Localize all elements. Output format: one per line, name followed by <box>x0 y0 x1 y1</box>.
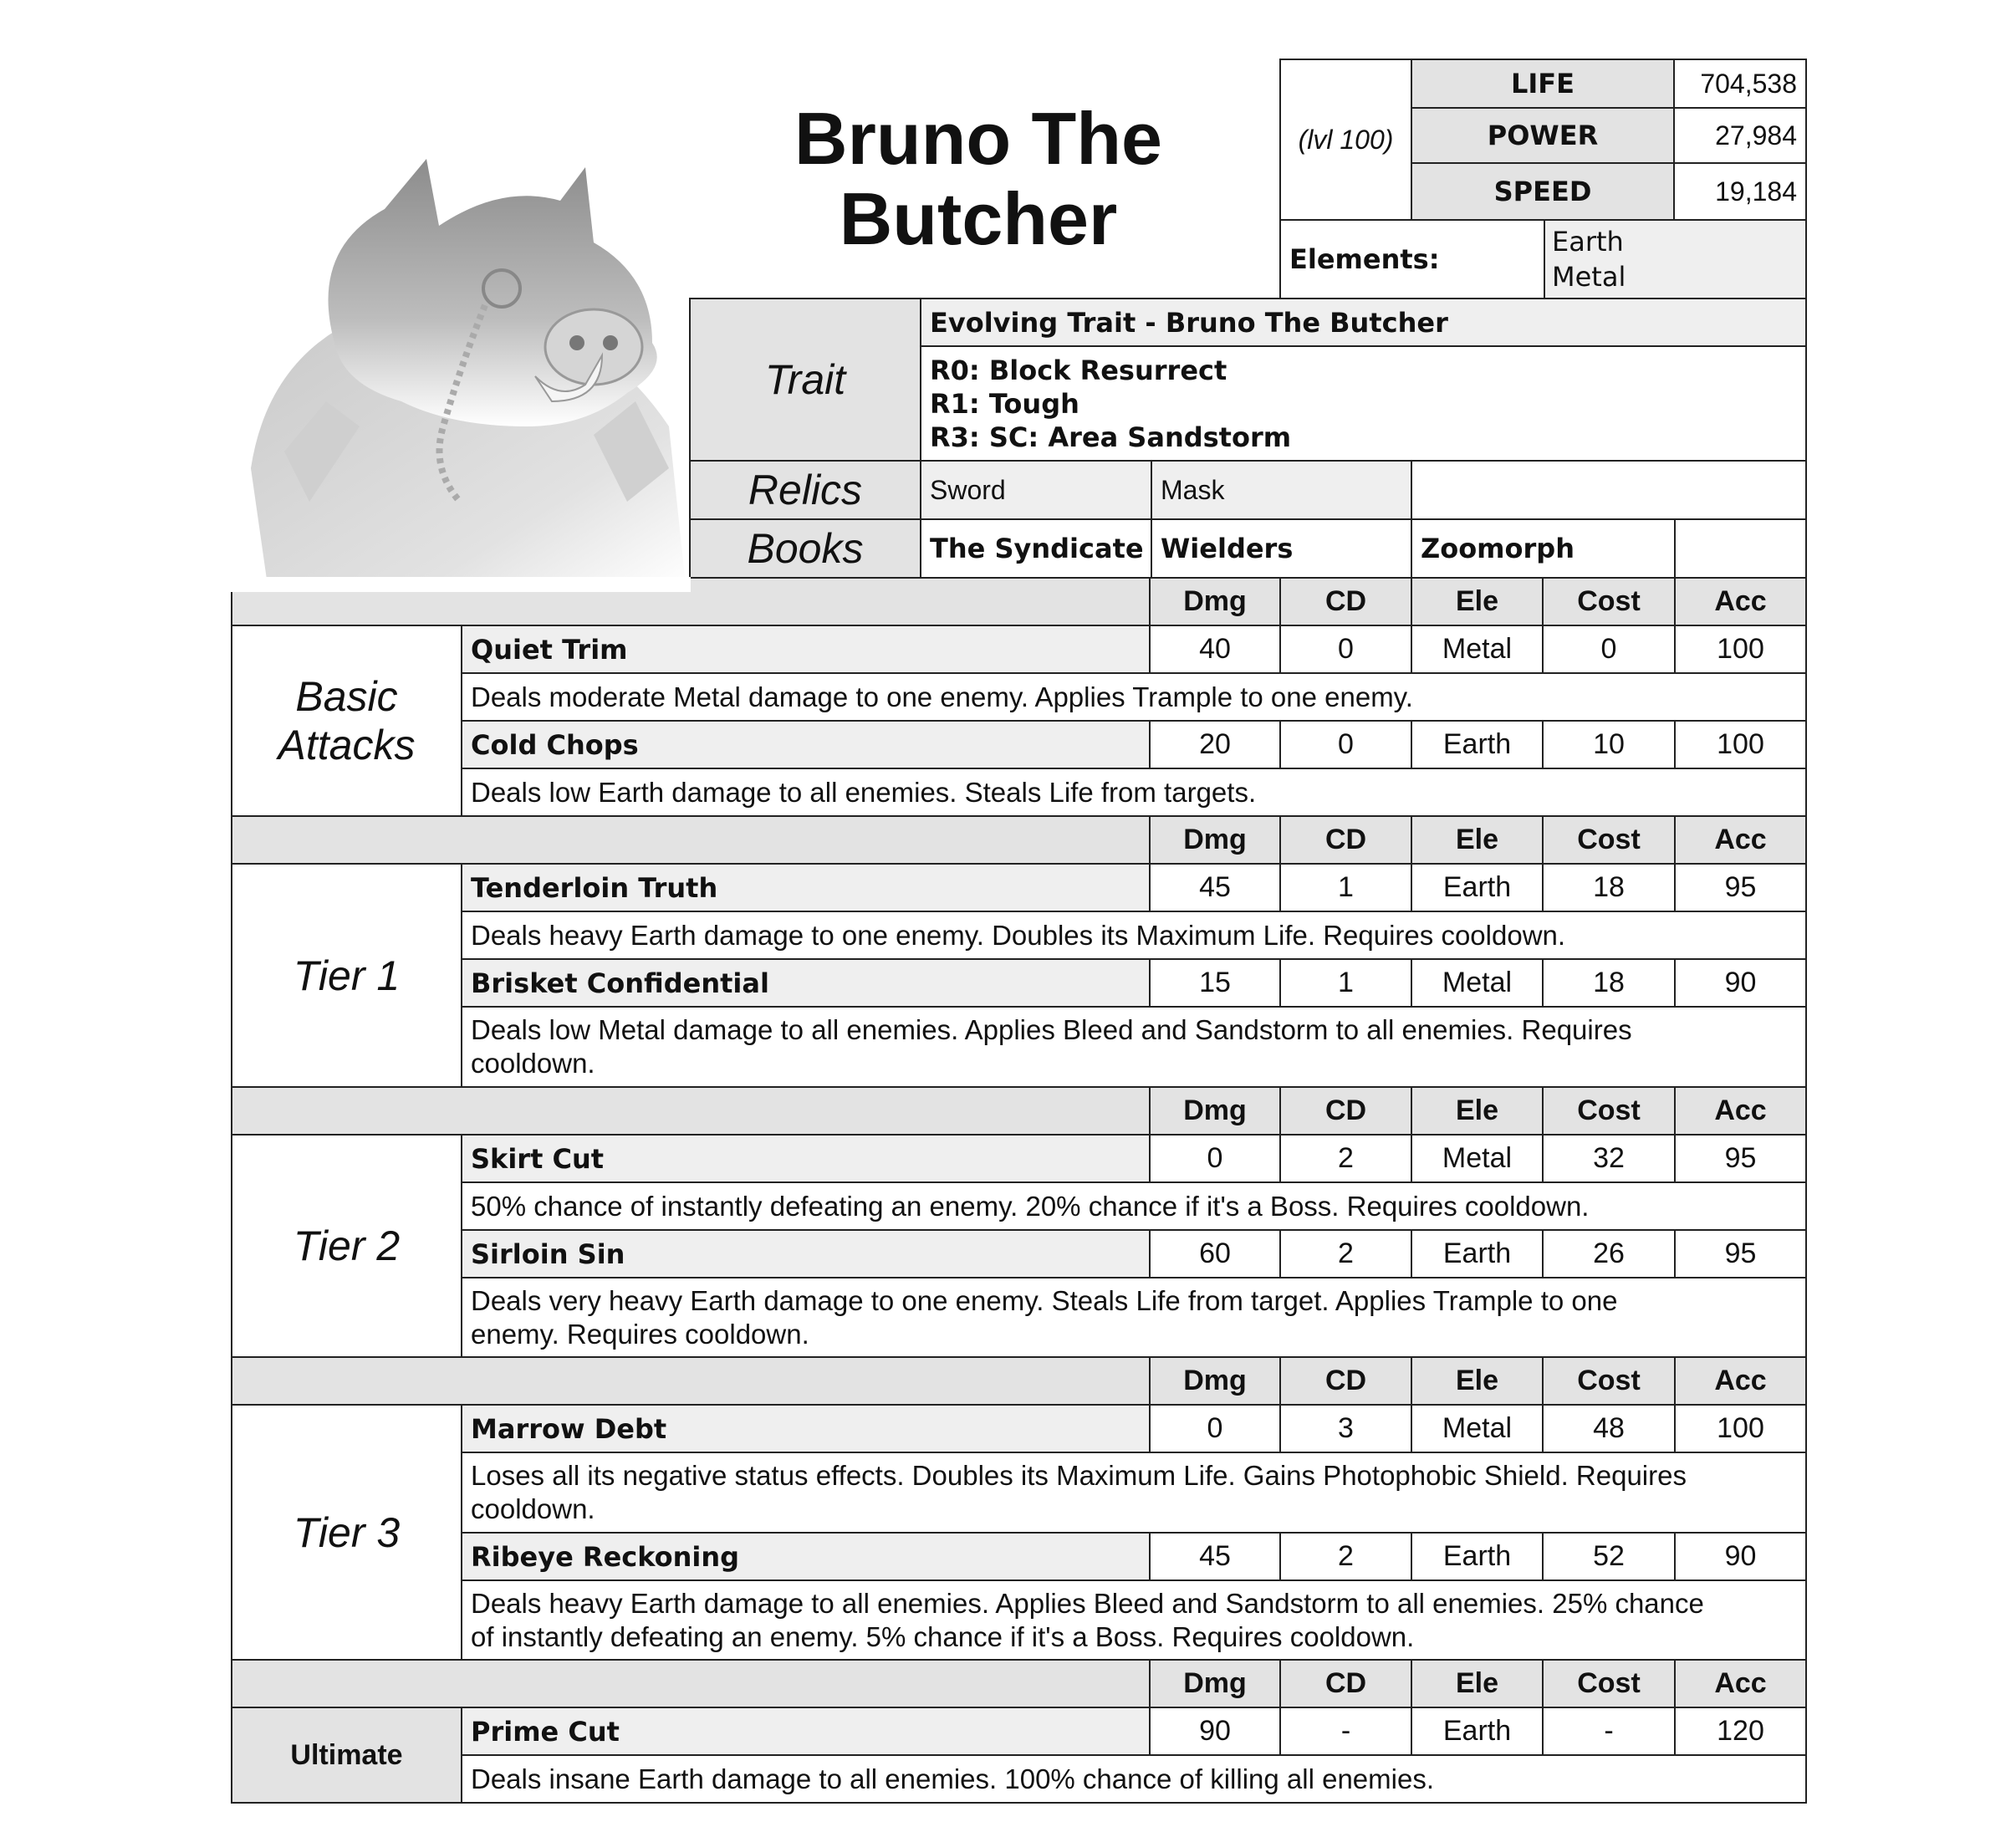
skill-dmg: 60 <box>1149 1229 1281 1278</box>
col-header-acc: Acc <box>1674 1356 1807 1406</box>
skill-dmg: 20 <box>1149 720 1281 769</box>
col-header-cd: CD <box>1279 815 1412 865</box>
skill-name: Prime Cut <box>461 1707 1151 1756</box>
col-header-cost: Cost <box>1542 577 1676 626</box>
trait-title: Evolving Trait - Bruno The Butcher <box>920 298 1807 347</box>
skill-description: 50% chance of instantly defeating an enemy. 20% chance if it's a Boss. Requires cooldown. <box>461 1181 1807 1231</box>
skill-dmg: 0 <box>1149 1134 1281 1183</box>
skill-acc: 90 <box>1674 958 1807 1008</box>
skill-cd: 2 <box>1279 1532 1412 1581</box>
skill-acc: 100 <box>1674 1404 1807 1453</box>
col-header-acc: Acc <box>1674 815 1807 865</box>
relic-mask: Mask <box>1151 460 1412 520</box>
portrait-fade-strip <box>231 577 691 592</box>
skill-ele: Earth <box>1411 720 1544 769</box>
skill-description <box>461 1277 1807 1358</box>
skill-description: Deals heavy Earth damage to one enemy. Doubles its Maximum Life. Requires cooldown. <box>461 911 1807 960</box>
col-header-dmg: Dmg <box>1149 577 1281 626</box>
section-header-bar <box>231 815 1151 865</box>
col-header-ele: Ele <box>1411 815 1544 865</box>
col-header-cost: Cost <box>1542 1356 1676 1406</box>
skill-acc: 95 <box>1674 1134 1807 1183</box>
skill-description <box>461 1006 1807 1088</box>
col-header-dmg: Dmg <box>1149 1086 1281 1135</box>
skill-cost: - <box>1542 1707 1676 1756</box>
skill-cd: 2 <box>1279 1229 1412 1278</box>
section-label-tier-3: Tier 3 <box>231 1404 462 1661</box>
col-header-dmg: Dmg <box>1149 1356 1281 1406</box>
skill-acc: 100 <box>1674 720 1807 769</box>
skill-name: Brisket Confidential <box>461 958 1151 1008</box>
skill-ele: Earth <box>1411 1229 1544 1278</box>
col-header-cd: CD <box>1279 1086 1412 1135</box>
col-header-ele: Ele <box>1411 1086 1544 1135</box>
col-header-cost: Cost <box>1542 1086 1676 1135</box>
skill-cd: 0 <box>1279 720 1412 769</box>
book-the-syndicate: The Syndicate <box>920 518 1152 579</box>
relic-sword: Sword <box>920 460 1152 520</box>
skill-ele: Metal <box>1411 1404 1544 1453</box>
book-wielders: Wielders <box>1151 518 1412 579</box>
skill-cd: 2 <box>1279 1134 1412 1183</box>
book-zoomorph: Zoomorph <box>1411 518 1676 579</box>
section-header-bar <box>231 1659 1151 1708</box>
skill-name: Sirloin Sin <box>461 1229 1151 1278</box>
skill-cost: 26 <box>1542 1229 1676 1278</box>
character-name: Bruno The Butcher <box>794 97 1162 260</box>
stat-label-power: POWER <box>1411 107 1675 164</box>
col-header-cost: Cost <box>1542 1659 1676 1708</box>
stat-value-power: 27,984 <box>1673 107 1807 164</box>
skill-description-line: cooldown. <box>471 1493 595 1524</box>
skill-name: Ribeye Reckoning <box>461 1532 1151 1581</box>
element-metal: Metal <box>1552 261 1626 293</box>
col-header-ele: Ele <box>1411 1659 1544 1708</box>
skill-ele: Earth <box>1411 1532 1544 1581</box>
col-header-ele: Ele <box>1411 1356 1544 1406</box>
skill-cost: 10 <box>1542 720 1676 769</box>
skill-name: Tenderloin Truth <box>461 863 1151 912</box>
skill-cost: 52 <box>1542 1532 1676 1581</box>
skill-ele: Metal <box>1411 958 1544 1008</box>
section-label-basic-attacks: Basic Attacks <box>231 625 462 817</box>
trait-rank-r3: R3: SC: Area Sandstorm <box>930 421 1292 453</box>
skill-dmg: 90 <box>1149 1707 1281 1756</box>
skill-cd: 1 <box>1279 958 1412 1008</box>
stat-label-speed: SPEED <box>1411 162 1675 221</box>
col-header-acc: Acc <box>1674 577 1807 626</box>
trait-rank-r0: R0: Block Resurrect <box>930 354 1227 386</box>
skill-acc: 90 <box>1674 1532 1807 1581</box>
skill-name: Skirt Cut <box>461 1134 1151 1183</box>
skill-acc: 100 <box>1674 625 1807 674</box>
skill-cost: 0 <box>1542 625 1676 674</box>
skill-acc: 95 <box>1674 1229 1807 1278</box>
skill-cd: 1 <box>1279 863 1412 912</box>
col-header-cd: CD <box>1279 1659 1412 1708</box>
col-header-cd: CD <box>1279 1356 1412 1406</box>
col-header-acc: Acc <box>1674 1659 1807 1708</box>
section-label-tier-1: Tier 1 <box>231 863 462 1088</box>
skill-dmg: 45 <box>1149 863 1281 912</box>
skill-description: Deals insane Earth damage to all enemies. 100% chance of killing all enemies. <box>461 1754 1807 1804</box>
section-label-tier-2: Tier 2 <box>231 1134 462 1358</box>
skill-ele: Metal <box>1411 1134 1544 1183</box>
skill-dmg: 0 <box>1149 1404 1281 1453</box>
col-header-dmg: Dmg <box>1149 1659 1281 1708</box>
skill-description <box>461 1452 1807 1534</box>
book-empty-slot <box>1674 518 1807 579</box>
level-label: (lvl 100) <box>1279 59 1412 221</box>
skill-cd: 0 <box>1279 625 1412 674</box>
skill-dmg: 40 <box>1149 625 1281 674</box>
skill-description-line: Deals heavy Earth damage to all enemies. Applies Bleed and Sandstorm to all enemies. 25% chance <box>471 1587 1704 1619</box>
skill-description-line: of instantly defeating an enemy. 5% chance if it's a Boss. Requires cooldown. <box>471 1620 1415 1652</box>
skill-acc: 95 <box>1674 863 1807 912</box>
skill-description: Deals moderate Metal damage to one enemy. Applies Trample to one enemy. <box>461 672 1807 722</box>
skill-cost: 18 <box>1542 958 1676 1008</box>
boar-warrior-portrait-icon <box>234 151 686 585</box>
relic-empty-slot <box>1411 460 1807 520</box>
stat-label-life: LIFE <box>1411 59 1675 109</box>
skill-name: Cold Chops <box>461 720 1151 769</box>
skill-description <box>461 1579 1807 1661</box>
skill-dmg: 45 <box>1149 1532 1281 1581</box>
element-earth: Earth <box>1552 226 1624 258</box>
trait-ranks <box>920 345 1807 462</box>
skill-cost: 32 <box>1542 1134 1676 1183</box>
trait-label: Trait <box>689 298 921 462</box>
skill-cd: - <box>1279 1707 1412 1756</box>
skill-dmg: 15 <box>1149 958 1281 1008</box>
skill-cost: 48 <box>1542 1404 1676 1453</box>
skill-cd: 3 <box>1279 1404 1412 1453</box>
skill-ele: Earth <box>1411 863 1544 912</box>
skill-name: Marrow Debt <box>461 1404 1151 1453</box>
skill-acc: 120 <box>1674 1707 1807 1756</box>
col-header-cost: Cost <box>1542 815 1676 865</box>
skill-description-line: Deals very heavy Earth damage to one enemy. Steals Life from target. Applies Trample to one <box>471 1284 1618 1316</box>
col-header-cd: CD <box>1279 577 1412 626</box>
skill-name: Quiet Trim <box>461 625 1151 674</box>
elements-label: Elements: <box>1279 219 1545 299</box>
section-header-bar <box>231 1356 1151 1406</box>
relics-label: Relics <box>689 460 921 520</box>
skill-description: Deals low Earth damage to all enemies. Steals Life from targets. <box>461 768 1807 817</box>
elements-values <box>1544 219 1807 299</box>
col-header-ele: Ele <box>1411 577 1544 626</box>
col-header-acc: Acc <box>1674 1086 1807 1135</box>
stat-value-life: 704,538 <box>1673 59 1807 109</box>
col-header-dmg: Dmg <box>1149 815 1281 865</box>
trait-rank-r1: R1: Tough <box>930 387 1079 420</box>
skill-description-line: Loses all its negative status effects. Doubles its Maximum Life. Gains Photophobic Shield. Requires <box>471 1460 1687 1491</box>
section-label-ultimate: Ultimate <box>231 1707 462 1804</box>
books-label: Books <box>689 518 921 579</box>
skill-ele: Metal <box>1411 625 1544 674</box>
skill-description-line: enemy. Requires cooldown. <box>471 1318 809 1350</box>
skill-ele: Earth <box>1411 1707 1544 1756</box>
skill-cost: 18 <box>1542 863 1676 912</box>
skill-description-line: cooldown. <box>471 1048 595 1079</box>
section-header-bar <box>231 1086 1151 1135</box>
stat-value-speed: 19,184 <box>1673 162 1807 221</box>
skill-description-line: Deals low Metal damage to all enemies. Applies Bleed and Sandstorm to all enemies. Requires <box>471 1014 1632 1045</box>
